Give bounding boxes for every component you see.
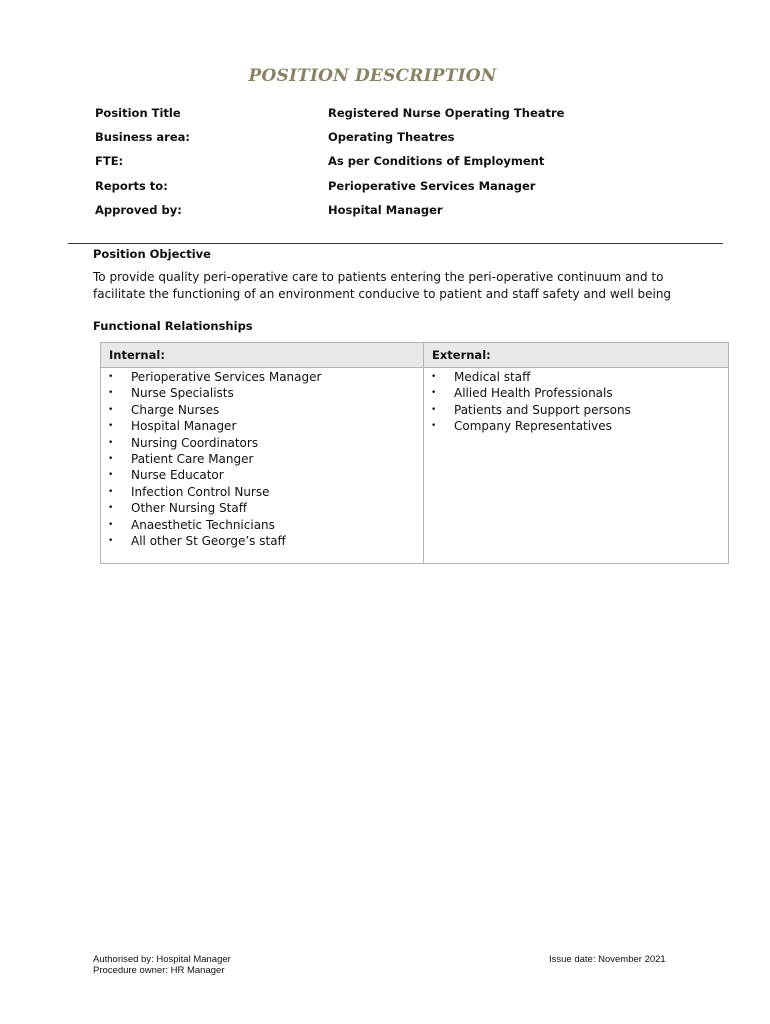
external-header: External: <box>424 343 729 368</box>
info-value: Registered Nurse Operating Theatre <box>328 106 565 120</box>
list-item-text: Nursing Coordinators <box>131 435 259 450</box>
bullet-icon: • <box>108 404 114 415</box>
list-item <box>101 369 423 385</box>
info-value: As per Conditions of Employment <box>328 154 545 168</box>
objective-text <box>93 269 713 303</box>
bullet-icon: • <box>431 372 437 382</box>
bullet-icon: • <box>108 437 114 448</box>
list-item-text: Allied Health Professionals <box>454 386 613 401</box>
objective-heading: Position Objective <box>93 247 211 261</box>
list-item-text: Nurse Specialists <box>131 386 234 401</box>
info-row-reports-to <box>0 179 770 197</box>
list-item-text: Anaesthetic Technicians <box>131 517 275 532</box>
list-item <box>424 418 728 434</box>
bullet-icon: • <box>108 503 114 514</box>
document-title: POSITION DESCRIPTION <box>248 66 497 86</box>
external-cell <box>424 368 729 564</box>
horizontal-divider <box>68 243 723 244</box>
footer-authorised: Authorised by: Hospital Manager <box>93 954 231 965</box>
bullet-icon: • <box>108 519 114 530</box>
list-item-text: Patient Care Manger <box>131 451 254 466</box>
info-row-fte <box>0 154 770 172</box>
list-item-text: Infection Control Nurse <box>131 484 270 499</box>
table-row <box>101 368 729 564</box>
list-item-text: Patients and Support persons <box>454 402 631 417</box>
list-item <box>101 500 423 516</box>
info-value: Operating Theatres <box>328 130 455 144</box>
bullet-icon: • <box>108 535 114 546</box>
objective-line: facilitate the functioning of an environment conducive to patient and staff safety and well being <box>93 287 672 301</box>
internal-header: Internal: <box>101 343 424 368</box>
info-label: Approved by: <box>95 203 182 217</box>
relationships-table <box>100 342 729 564</box>
list-item <box>101 533 423 549</box>
list-item <box>101 517 423 533</box>
bullet-icon: • <box>108 421 114 432</box>
bullet-icon: • <box>108 486 114 497</box>
list-item <box>101 467 423 483</box>
info-value: Hospital Manager <box>328 203 443 217</box>
list-item-text: Hospital Manager <box>131 419 237 434</box>
list-item <box>424 402 728 418</box>
list-item <box>101 402 423 418</box>
internal-list <box>101 368 423 549</box>
list-item-text: Company Representatives <box>454 419 612 434</box>
list-item-text: Charge Nurses <box>131 402 220 417</box>
info-value: Perioperative Services Manager <box>328 179 536 193</box>
info-row-approved-by <box>0 203 770 221</box>
footer-issue-date: Issue date: November 2021 <box>549 954 666 965</box>
list-item-text: Other Nursing Staff <box>131 501 247 516</box>
list-item-text: Medical staff <box>454 370 531 384</box>
bullet-icon: • <box>431 421 437 432</box>
list-item <box>101 385 423 401</box>
info-label: Business area: <box>95 130 191 144</box>
bullet-icon: • <box>431 404 437 415</box>
internal-cell <box>101 368 424 564</box>
info-label: Position Title <box>95 106 181 120</box>
footer-owner: Procedure owner: HR Manager <box>93 965 225 976</box>
bullet-icon: • <box>431 388 437 399</box>
info-row-position-title <box>0 106 770 124</box>
objective-line: To provide quality peri-operative care to patients entering the peri-operative continuum and to <box>93 270 664 284</box>
bullet-icon: • <box>108 372 114 382</box>
list-item <box>101 451 423 467</box>
list-item <box>101 484 423 500</box>
list-item-text: All other St George’s staff <box>131 533 286 548</box>
relationships-heading: Functional Relationships <box>93 319 253 333</box>
list-item-text: Perioperative Services Manager <box>131 370 322 384</box>
list-item <box>424 369 728 385</box>
external-list <box>424 368 728 435</box>
bullet-icon: • <box>108 470 114 481</box>
bullet-icon: • <box>108 453 114 464</box>
info-label: FTE: <box>95 154 124 168</box>
list-item <box>101 418 423 434</box>
footer-left <box>93 954 231 976</box>
bullet-icon: • <box>108 388 114 399</box>
list-item-text: Nurse Educator <box>131 468 224 483</box>
list-item <box>101 435 423 451</box>
info-row-business-area <box>0 130 770 148</box>
list-item <box>424 385 728 401</box>
table-header-row <box>101 343 729 368</box>
info-label: Reports to: <box>95 179 168 193</box>
